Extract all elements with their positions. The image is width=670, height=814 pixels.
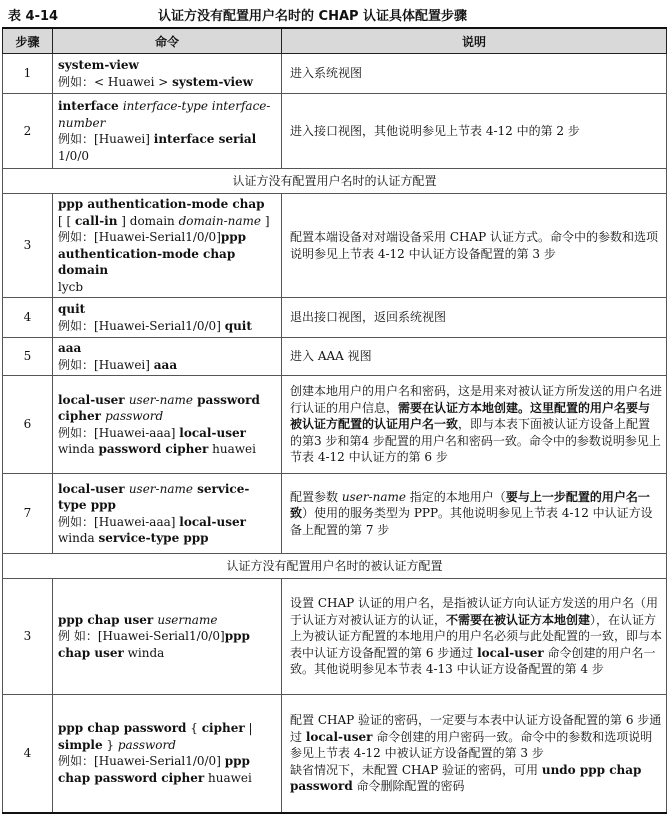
command-keyword: ppp chap user	[58, 612, 158, 627]
header-command: 命令	[53, 28, 282, 54]
step-cell: 2	[3, 94, 53, 169]
command-punct: }	[102, 737, 118, 752]
example-command: service-type ppp	[98, 531, 209, 545]
example-prefix: 例如：	[58, 132, 95, 146]
section-row	[3, 169, 667, 194]
example-prefix: 例 如：	[58, 629, 98, 644]
step-cell: 6	[3, 376, 53, 474]
command-cell	[53, 298, 282, 338]
example-prefix: 例如：	[58, 318, 95, 333]
description-text: 命令创建的用户名一致。其他说明参见本节表 4-13 中认证方设备配置的第 4 步	[290, 645, 656, 677]
step-cell: 3	[3, 579, 53, 695]
description-command: local-user	[477, 645, 544, 660]
command-param: user-name	[128, 481, 193, 496]
header-description: 说明	[282, 28, 667, 54]
command-keyword: ppp chap password	[58, 721, 187, 736]
command-cell	[53, 695, 282, 813]
description-cell: 配置本端设备对对端设备采用 CHAP 认证方式。命令中的参数和选项说明参见上节表 4-12 中认证方设备配置的第 3 步	[282, 194, 667, 298]
example-command: aaa	[153, 357, 178, 372]
command-keyword: ppp authentication-mode chap	[58, 197, 265, 211]
command-keyword: service-type ppp	[58, 481, 250, 512]
command-keyword: password cipher	[58, 392, 260, 423]
command-cell	[53, 94, 282, 169]
command-param: interface-type interface-number	[58, 99, 271, 130]
section-header-authenticatee: 认证方没有配置用户名时的被认证方配置	[3, 554, 667, 579]
command-keyword: simple	[58, 737, 103, 752]
example-command: password cipher	[98, 442, 209, 456]
table-row	[3, 338, 667, 376]
description-param: user-name	[341, 489, 406, 504]
description-text: 缺省情况下，未配置 CHAP 验证的密码，可用	[290, 762, 542, 777]
option-domain-name: domain-name	[178, 213, 262, 228]
header-step: 步骤	[3, 28, 53, 54]
config-steps-table	[2, 27, 667, 814]
section-header-authenticator: 认证方没有配置用户名时的认证方配置	[3, 169, 667, 194]
table-row	[3, 54, 667, 94]
description-text: ）使用的服务类型为 PPP。其他说明参见上节表 4-12 中认证方设备上配置的第 7 步	[290, 506, 653, 537]
step-cell: 7	[3, 474, 53, 554]
example-command: chap password cipher	[58, 770, 205, 785]
example-command: local-user	[179, 514, 246, 529]
example-prompt: [Huawei]	[94, 132, 154, 146]
description-cell: 进入系统视图	[282, 54, 667, 94]
example-prompt: [Huawei]	[94, 357, 154, 372]
command-keyword: local-user	[58, 392, 129, 407]
command-cell	[53, 338, 282, 376]
command-cell	[53, 194, 282, 298]
description-cell: 进入接口视图，其他说明参见上节表 4-12 中的第 2 步	[282, 94, 667, 169]
table-row	[3, 94, 667, 169]
command-param: password	[117, 737, 176, 752]
step-cell: 4	[3, 695, 53, 813]
example-prefix: 例如：	[58, 754, 95, 769]
table-header-row	[3, 28, 667, 54]
description-cell	[282, 474, 667, 554]
example-command: quit	[224, 318, 252, 333]
command-keyword: interface	[58, 99, 123, 113]
table-row	[3, 474, 667, 554]
step-cell: 4	[3, 298, 53, 338]
example-arg: 1/0/0	[58, 148, 89, 163]
step-cell: 1	[3, 54, 53, 94]
option-bracket: [ [	[58, 213, 75, 228]
example-command: interface serial	[153, 132, 257, 146]
example-command: ppp authentication-mode chap domain	[58, 230, 247, 277]
description-cell	[282, 579, 667, 695]
description-text: 创建本地用户的用户名和密码，这是用来对被认证方所发送的用户名进行认证的用户信息，	[290, 384, 663, 415]
example-prompt: [Huawei-Serial1/0/0]	[94, 318, 225, 333]
example-arg: winda	[58, 442, 99, 456]
example-command: system-view	[172, 74, 253, 89]
example-prefix: 例如：	[58, 357, 95, 372]
example-prefix: 例如：	[58, 514, 95, 529]
command-cell	[53, 579, 282, 695]
description-text: ，即与本表下面被认证方设备上配置的第3 步和第4 步配置的用户名和密码一致。命令中的参数说明参见上节表 4-12 中认证方的第 6 步	[290, 417, 661, 465]
description-command: local-user	[305, 729, 373, 744]
option-call-in: call-in	[75, 213, 118, 228]
command-text: aaa	[58, 341, 82, 355]
example-command: ppp	[224, 629, 250, 644]
command-param: username	[157, 612, 218, 627]
command-punct: |	[244, 721, 253, 736]
example-prefix: 例如：	[58, 425, 95, 440]
command-cell	[53, 54, 282, 94]
example-arg: huawei	[204, 770, 252, 785]
example-prompt: [Huawei-aaa]	[94, 514, 180, 529]
description-text: 命令创建的用户密码一致。命令中的参数和选项说明参见上节表 4-12 中被认证方设备配置的第 3 步	[290, 729, 653, 760]
example-prompt: [Huawei-Serial1/0/0]	[94, 230, 221, 244]
command-cell	[53, 376, 282, 474]
example-prefix: 例如：	[58, 74, 95, 89]
table-caption	[8, 2, 658, 26]
step-cell: 5	[3, 338, 53, 376]
command-keyword: cipher	[201, 721, 245, 736]
description-emphasis: 要与上一步配置的用户名一致	[290, 489, 650, 521]
description-text: 配置参数	[290, 489, 342, 504]
command-param: user-name	[128, 392, 193, 407]
command-param: password	[105, 409, 164, 423]
description-text: 配置 CHAP 验证的密码，一定要与本表中认证方设备配置的第 6 步通过	[290, 713, 662, 744]
example-command: chap user	[58, 645, 124, 660]
example-arg: huawei	[208, 442, 256, 456]
command-cell	[53, 474, 282, 554]
table-row	[3, 376, 667, 474]
table-row	[3, 194, 667, 298]
step-cell: 3	[3, 194, 53, 298]
example-arg: winda	[58, 531, 99, 545]
table-row	[3, 579, 667, 695]
description-text: 命令删除配置的密码	[352, 779, 465, 793]
description-cell: 退出接口视图，返回系统视图	[282, 298, 667, 338]
example-prompt: [Huawei-Serial1/0/0]	[94, 754, 225, 769]
command-text: system-view	[58, 58, 139, 72]
example-arg: winda	[123, 645, 165, 660]
description-cell	[282, 695, 667, 813]
description-cell: 进入 AAA 视图	[282, 338, 667, 376]
description-command: undo ppp chap password	[290, 762, 642, 793]
description-emphasis: 不需要在被认证方本地创建	[446, 612, 591, 627]
description-text: ），在认证方上为被认证方配置的本地用户的用户名必须与此处配置的一致，即与本表中认证方设备配置的第 6 步通过	[290, 612, 663, 660]
table-row	[3, 298, 667, 338]
table-number: 表 4-14	[8, 9, 59, 24]
example-prefix: 例如：	[58, 230, 95, 244]
example-command: ppp	[224, 754, 250, 769]
description-emphasis: 需要在认证方本地创建。这里配置的用户名要与被认证方配置的认证用户名一致	[290, 400, 651, 432]
section-row	[3, 554, 667, 579]
command-punct: {	[186, 721, 202, 736]
example-command: local-user	[179, 425, 246, 440]
description-text: 指定的本地用户（	[405, 489, 506, 504]
example-arg: lycb	[58, 279, 84, 294]
example-prompt: [Huawei-aaa]	[94, 425, 180, 440]
description-text: 设置 CHAP 认证的用户名，是指被认证方向认证方发送的用户名（用于认证方对被认证方的认证，	[290, 596, 659, 627]
table-row	[3, 695, 667, 813]
description-cell	[282, 376, 667, 474]
command-keyword: local-user	[58, 481, 129, 496]
option-bracket-close: ]	[261, 213, 270, 228]
table-title: 认证方没有配置用户名时的 CHAP 认证具体配置步骤	[158, 9, 468, 24]
command-text: quit	[58, 302, 86, 316]
example-prompt: [Huawei-Serial1/0/0]	[97, 629, 225, 644]
example-prompt: < Huawei >	[94, 74, 173, 89]
option-domain: ] domain	[117, 213, 179, 228]
